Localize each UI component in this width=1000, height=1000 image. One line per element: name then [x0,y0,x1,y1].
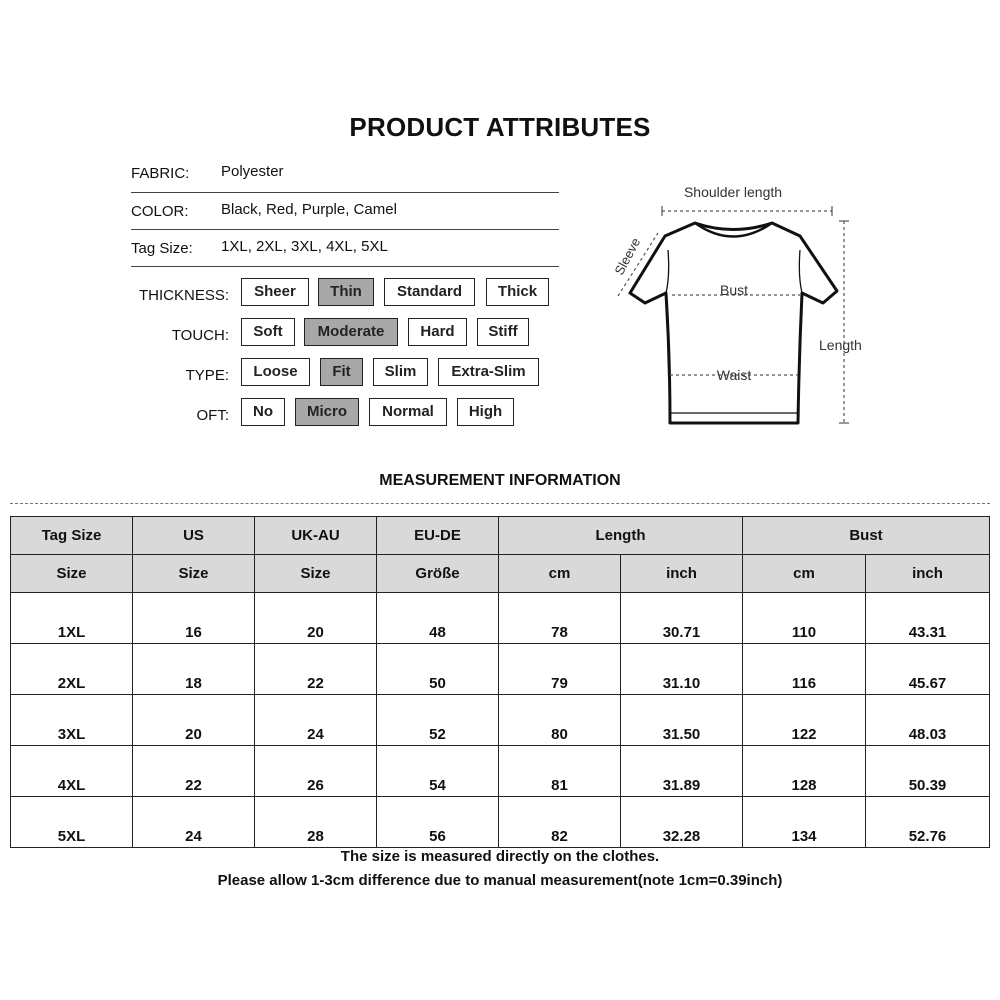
table-subheader-row [11,555,990,593]
table-row [11,644,990,695]
table-cell: 31.89 [621,746,743,797]
table-cell: 32.28 [621,797,743,848]
touch-option-soft: Soft [241,318,295,346]
table-cell: 134 [743,797,866,848]
tshirt-outline [630,223,837,423]
table-row [11,797,990,848]
divider [131,192,559,193]
thickness-option-standard: Standard [384,278,475,306]
divider [131,229,559,230]
table-cell: 20 [133,695,255,746]
note-measured: The size is measured directly on the clothes. [340,848,660,865]
table-cell: 26 [255,746,377,797]
waist-label: Waist [716,367,752,383]
table-cell: 50.39 [866,746,990,797]
color-label: COLOR: [131,203,189,220]
table-cell: 78 [499,593,621,644]
table-cell: 3XL [11,695,133,746]
touch-label: TOUCH: [171,327,229,344]
table-cell: 2XL [11,644,133,695]
page-title: PRODUCT ATTRIBUTES [349,112,651,142]
table-cell: 80 [499,695,621,746]
touch-option-hard: Hard [408,318,467,346]
measurement-title: MEASUREMENT INFORMATION [379,472,621,489]
tshirt-diagram [600,178,880,438]
type-option-fit: Fit [320,358,363,386]
type-option-slim: Slim [373,358,428,386]
table-cell: 28 [255,797,377,848]
tag-size-label: Tag Size: [131,240,193,257]
column-subheader: Size [133,555,255,593]
table-cell: 31.10 [621,644,743,695]
column-subheader: Größe [377,555,499,593]
table-cell: 122 [743,695,866,746]
column-header: EU-DE [377,517,499,555]
type-option-extra-slim: Extra-Slim [438,358,539,386]
table-row [11,593,990,644]
table-cell: 20 [255,593,377,644]
table-cell: 4XL [11,746,133,797]
sleeve-label: Sleeve [611,235,644,278]
column-header: Tag Size [11,517,133,555]
column-header: US [133,517,255,555]
column-subheader: inch [866,555,990,593]
table-cell: 22 [133,746,255,797]
oft-label: OFT: [196,407,229,424]
table-cell: 81 [499,746,621,797]
thickness-option-sheer: Sheer [241,278,309,306]
length-label: Length [819,337,862,353]
table-cell: 24 [133,797,255,848]
table-cell: 48 [377,593,499,644]
table-cell: 50 [377,644,499,695]
table-cell: 18 [133,644,255,695]
column-header: Length [499,517,743,555]
table-cell: 54 [377,746,499,797]
table-cell: 52 [377,695,499,746]
oft-option-high: High [457,398,514,426]
column-header: UK-AU [255,517,377,555]
fabric-label: FABRIC: [131,165,190,182]
table-cell: 128 [743,746,866,797]
table-cell: 110 [743,593,866,644]
column-subheader: cm [499,555,621,593]
table-row [11,746,990,797]
table-cell: 30.71 [621,593,743,644]
note-difference: Please allow 1-3cm difference due to manual measurement(note 1cm=0.39inch) [217,872,783,889]
table-cell: 116 [743,644,866,695]
table-row [11,695,990,746]
table-cell: 52.76 [866,797,990,848]
column-subheader: cm [743,555,866,593]
touch-option-stiff: Stiff [477,318,529,346]
divider [131,266,559,267]
dotted-divider [10,503,990,504]
column-subheader: inch [621,555,743,593]
table-cell: 56 [377,797,499,848]
oft-option-normal: Normal [369,398,447,426]
table-cell: 22 [255,644,377,695]
oft-option-no: No [241,398,285,426]
touch-option-moderate: Moderate [304,318,398,346]
column-subheader: Size [11,555,133,593]
table-header-row [11,517,990,555]
table-cell: 45.67 [866,644,990,695]
column-header: Bust [743,517,990,555]
thickness-option-thick: Thick [486,278,549,306]
oft-option-micro: Micro [295,398,359,426]
table-cell: 31.50 [621,695,743,746]
thickness-option-thin: Thin [318,278,374,306]
table-cell: 5XL [11,797,133,848]
bust-label: Bust [719,282,749,298]
color-value: Black, Red, Purple, Camel [221,201,397,218]
shoulder-length-label: Shoulder length [683,184,783,200]
type-option-loose: Loose [241,358,310,386]
tag-size-value: 1XL, 2XL, 3XL, 4XL, 5XL [221,238,388,255]
table-cell: 1XL [11,593,133,644]
table-cell: 82 [499,797,621,848]
measurement-table [10,516,990,848]
table-cell: 43.31 [866,593,990,644]
type-label: TYPE: [185,367,229,384]
table-cell: 24 [255,695,377,746]
thickness-label: THICKNESS: [138,287,229,304]
table-cell: 48.03 [866,695,990,746]
table-cell: 79 [499,644,621,695]
table-cell: 16 [133,593,255,644]
column-subheader: Size [255,555,377,593]
fabric-value: Polyester [221,163,284,180]
